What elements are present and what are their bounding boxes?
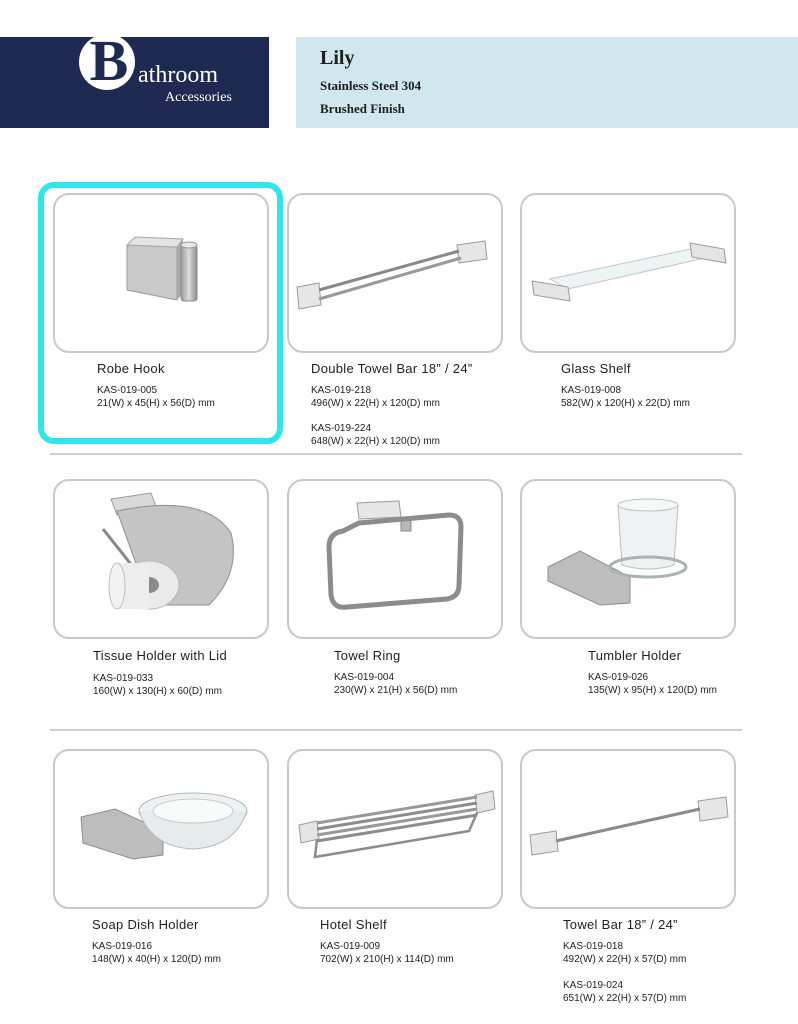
product-code: KAS-019-024 [563, 980, 624, 991]
tumbler-holder-icon [522, 481, 734, 637]
logo-subtitle: Accessories [165, 90, 232, 105]
product-name: Double Towel Bar 18” / 24” [311, 361, 473, 376]
product-code: KAS-019-018 [563, 941, 624, 952]
product-name: Tumbler Holder [588, 648, 682, 663]
product-code: KAS-019-016 [92, 941, 153, 952]
product-dimensions: 148(W) x 40(H) x 120(D) mm [92, 954, 221, 965]
towel-ring-icon [289, 481, 501, 637]
product-name: Towel Bar 18” / 24” [563, 917, 678, 932]
soap-dish-holder-icon [55, 751, 267, 907]
product-dimensions: 648(W) x 22(H) x 120(D) mm [311, 436, 440, 447]
product-code: KAS-019-008 [561, 385, 622, 396]
product-card-tissue-holder[interactable] [53, 479, 269, 639]
product-code: KAS-019-005 [97, 385, 158, 396]
product-name: Towel Ring [334, 648, 401, 663]
tissue-holder-icon [55, 481, 267, 637]
series-material: Stainless Steel 304 [320, 78, 422, 93]
product-dimensions: 21(W) x 45(H) x 56(D) mm [97, 398, 215, 409]
product-card-tumbler-holder[interactable] [520, 479, 736, 639]
product-dimensions: 230(W) x 21(H) x 56(D) mm [334, 685, 458, 696]
row-divider [50, 729, 742, 731]
product-name: Glass Shelf [561, 361, 631, 376]
logo-word: athroom [138, 62, 218, 88]
product-dimensions: 492(W) x 22(H) x 57(D) mm [563, 954, 687, 965]
product-code: KAS-019-026 [588, 672, 649, 683]
product-card-towel-bar[interactable] [520, 749, 736, 909]
series-name: Lily [320, 47, 355, 69]
product-card-hotel-shelf[interactable] [287, 749, 503, 909]
product-name: Soap Dish Holder [92, 917, 199, 932]
product-card-double-towel-bar[interactable] [287, 193, 503, 353]
product-dimensions: 496(W) x 22(H) x 120(D) mm [311, 398, 440, 409]
product-card-soap-dish-holder[interactable] [53, 749, 269, 909]
brand-banner [0, 37, 269, 128]
row-divider [50, 453, 742, 455]
hotel-shelf-icon [289, 751, 501, 907]
product-card-glass-shelf[interactable] [520, 193, 736, 353]
product-dimensions: 582(W) x 120(H) x 22(D) mm [561, 398, 690, 409]
glass-shelf-icon [522, 195, 734, 351]
product-dimensions: 702(W) x 210(H) x 114(D) mm [320, 954, 454, 965]
product-name: Hotel Shelf [320, 917, 387, 932]
logo-letter: B [89, 28, 129, 93]
product-dimensions: 651(W) x 22(H) x 57(D) mm [563, 993, 687, 1004]
product-card-towel-ring[interactable] [287, 479, 503, 639]
product-name: Tissue Holder with Lid [93, 648, 228, 663]
product-code: KAS-019-009 [320, 941, 381, 952]
product-name: Robe Hook [97, 361, 165, 376]
product-code: KAS-019-033 [93, 673, 154, 684]
product-dimensions: 135(W) x 95(H) x 120(D) mm [588, 685, 717, 696]
double-towel-bar-icon [289, 195, 501, 351]
product-code: KAS-019-004 [334, 672, 395, 683]
series-finish: Brushed Finish [320, 101, 405, 116]
product-code: KAS-019-224 [311, 423, 372, 434]
towel-bar-icon [522, 751, 734, 907]
product-dimensions: 160(W) x 130(H) x 60(D) mm [93, 686, 222, 697]
product-code: KAS-019-218 [311, 385, 372, 396]
